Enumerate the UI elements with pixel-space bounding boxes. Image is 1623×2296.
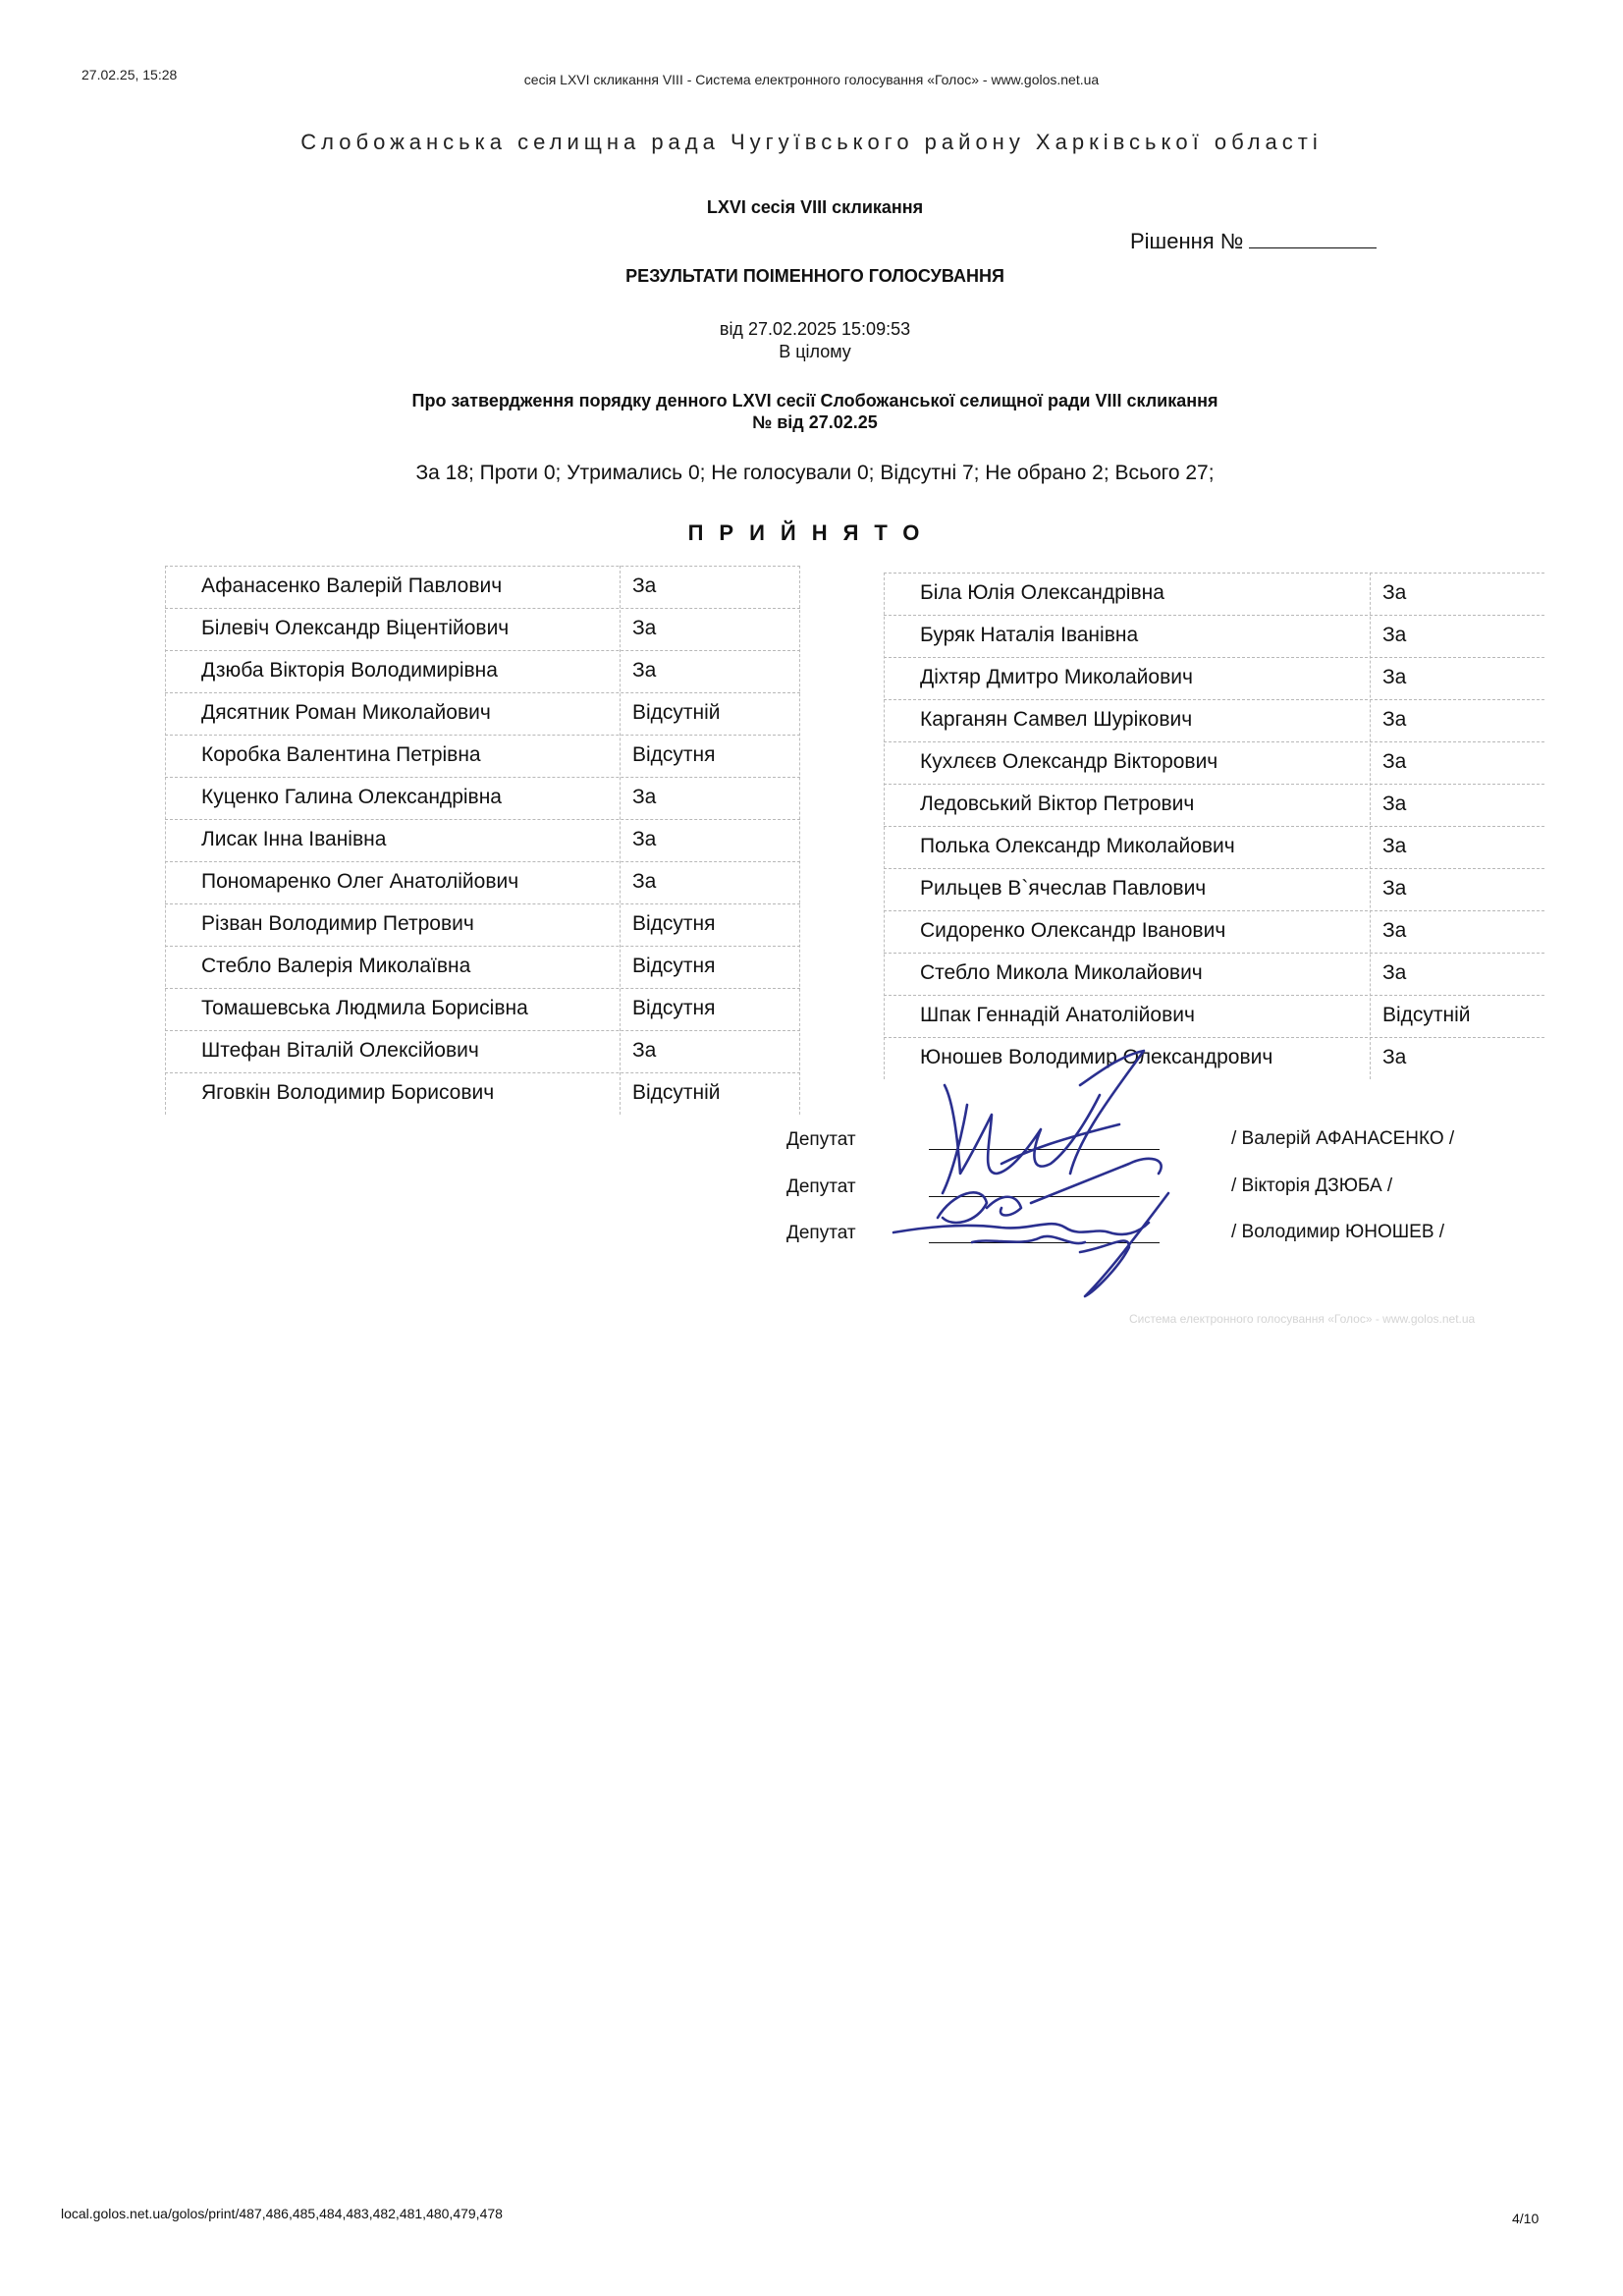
signature-role: Депутат bbox=[786, 1223, 856, 1243]
table-row bbox=[165, 735, 800, 777]
deputy-vote: За bbox=[632, 659, 657, 682]
table-row bbox=[884, 573, 1544, 615]
deputy-name: Діхтяр Дмитро Миколайович bbox=[920, 666, 1193, 688]
signatory-name: / Валерій АФАНАСЕНКО / bbox=[1231, 1128, 1455, 1149]
table-row bbox=[165, 777, 800, 819]
deputy-name: Біла Юлія Олександрівна bbox=[920, 581, 1164, 604]
decision-label: Рішення № bbox=[1130, 229, 1244, 253]
deputy-name: Афанасенко Валерій Павлович bbox=[201, 574, 503, 597]
deputy-name: Коробка Валентина Петрівна bbox=[201, 743, 481, 766]
table-row bbox=[165, 861, 800, 903]
results-title: РЕЗУЛЬТАТИ ПОІМЕННОГО ГОЛОСУВАННЯ bbox=[625, 266, 1004, 286]
deputy-vote: За bbox=[1382, 877, 1407, 900]
table-row bbox=[165, 946, 800, 988]
table-row bbox=[884, 953, 1544, 995]
deputy-vote: Відсутня bbox=[632, 997, 716, 1019]
deputy-name: Яговкін Володимир Борисович bbox=[201, 1081, 495, 1104]
vote-topic: Про затвердження порядку денного LXVI сесії Слобожанської селищної ради VIII скликання bbox=[411, 391, 1218, 410]
deputy-vote: Відсутній bbox=[1382, 1004, 1471, 1026]
deputy-vote: За bbox=[1382, 708, 1407, 731]
table-row bbox=[884, 741, 1544, 784]
deputy-name: Карганян Самвел Шурікович bbox=[920, 708, 1193, 731]
deputy-vote: За bbox=[1382, 919, 1407, 942]
table-row bbox=[884, 995, 1544, 1037]
vote-mode: В цілому bbox=[779, 342, 851, 361]
deputy-name: Ледовський Віктор Петрович bbox=[920, 793, 1195, 815]
deputy-name: Штефан Віталій Олексійович bbox=[201, 1039, 479, 1062]
decision-blank-line bbox=[1249, 228, 1377, 248]
table-row bbox=[165, 692, 800, 735]
page-number: 4/10 bbox=[1512, 2211, 1540, 2226]
deputy-name: Пономаренко Олег Анатолійович bbox=[201, 870, 519, 893]
deputy-vote: Відсутній bbox=[632, 701, 721, 724]
deputy-name: Юношев Володимир Олександрович bbox=[920, 1046, 1273, 1068]
print-url: local.golos.net.ua/golos/print/487,486,485,484,483,482,481,480,479,478 bbox=[61, 2206, 503, 2221]
print-timestamp: 27.02.25, 15:28 bbox=[81, 67, 178, 82]
signatory-name: / Вікторія ДЗЮБА / bbox=[1231, 1175, 1393, 1196]
vote-date: від 27.02.2025 15:09:53 bbox=[719, 319, 911, 339]
deputy-vote: Відсутня bbox=[632, 743, 716, 766]
deputy-name: Лисак Інна Іванівна bbox=[201, 828, 387, 850]
deputy-name: Куценко Галина Олександрівна bbox=[201, 786, 502, 808]
deputy-vote: За bbox=[632, 1039, 657, 1062]
table-row bbox=[165, 1072, 800, 1115]
watermark-text: Система електронного голосування «Голос» - www.golos.net.ua bbox=[1129, 1312, 1476, 1326]
deputy-name: Дясятник Роман Миколайович bbox=[201, 701, 491, 724]
signatory-name: / Володимир ЮНОШЕВ / bbox=[1231, 1222, 1445, 1242]
table-row bbox=[884, 615, 1544, 657]
vote-result: ПРИЙНЯТО bbox=[687, 520, 936, 545]
vote-topic-number: № від 27.02.25 bbox=[752, 412, 878, 432]
deputy-vote: За bbox=[632, 828, 657, 850]
table-row bbox=[884, 699, 1544, 741]
deputy-name: Кухлєєв Олександр Вікторович bbox=[920, 750, 1218, 773]
print-page-title: сесія LXVI скликання VIII - Система електронного голосування «Голос» - www.golos.net.ua bbox=[523, 72, 1100, 87]
deputy-vote: За bbox=[632, 574, 657, 597]
vote-summary: За 18; Проти 0; Утримались 0; Не голосували 0; Відсутні 7; Не обрано 2; Всього 27; bbox=[415, 462, 1215, 484]
deputy-vote: Відсутня bbox=[632, 955, 716, 977]
deputy-name: Томашевська Людмила Борисівна bbox=[201, 997, 528, 1019]
deputy-vote: За bbox=[632, 786, 657, 808]
deputy-name: Білевіч Олександр Віцентійович bbox=[201, 617, 510, 639]
table-row bbox=[165, 988, 800, 1030]
deputy-vote: Відсутній bbox=[632, 1081, 721, 1104]
table-row bbox=[165, 1030, 800, 1072]
deputy-vote: За bbox=[1382, 793, 1407, 815]
deputy-name: Шпак Геннадій Анатолійович bbox=[920, 1004, 1195, 1026]
table-row bbox=[884, 910, 1544, 953]
deputy-vote: За bbox=[1382, 835, 1407, 857]
table-row bbox=[884, 868, 1544, 910]
session-title: LXVI сесія VIII скликання bbox=[706, 197, 924, 217]
deputy-name: Полька Олександр Миколайович bbox=[920, 835, 1235, 857]
deputy-vote: За bbox=[632, 870, 657, 893]
table-row bbox=[165, 819, 800, 861]
decision-number bbox=[1130, 228, 1377, 254]
deputy-vote: За bbox=[632, 617, 657, 639]
deputy-name: Рильцев В`ячеслав Павлович bbox=[920, 877, 1207, 900]
votes-table-left bbox=[165, 566, 800, 1115]
deputy-name: Різван Володимир Петрович bbox=[201, 912, 474, 935]
table-row bbox=[165, 650, 800, 692]
deputy-vote: За bbox=[1382, 961, 1407, 984]
table-row bbox=[884, 784, 1544, 826]
votes-table-right bbox=[884, 573, 1544, 1079]
deputy-vote: За bbox=[1382, 750, 1407, 773]
table-row bbox=[165, 903, 800, 946]
handwritten-signatures bbox=[884, 1046, 1217, 1301]
signature-role: Депутат bbox=[786, 1129, 856, 1150]
council-name: Слобожанська селищна рада Чугуївського району Харківської області bbox=[300, 130, 1323, 154]
deputy-name: Стебло Микола Миколайович bbox=[920, 961, 1203, 984]
deputy-vote: За bbox=[1382, 666, 1407, 688]
deputy-vote: За bbox=[1382, 1046, 1407, 1068]
deputy-vote: За bbox=[1382, 581, 1407, 604]
deputy-name: Буряк Наталія Іванівна bbox=[920, 624, 1139, 646]
table-row bbox=[165, 566, 800, 608]
deputy-vote: За bbox=[1382, 624, 1407, 646]
table-row bbox=[165, 608, 800, 650]
table-row bbox=[884, 657, 1544, 699]
deputy-vote: Відсутня bbox=[632, 912, 716, 935]
deputy-name: Стебло Валерія Миколаївна bbox=[201, 955, 471, 977]
deputy-name: Сидоренко Олександр Іванович bbox=[920, 919, 1226, 942]
deputy-name: Дзюба Вікторія Володимирівна bbox=[201, 659, 498, 682]
signature-role: Депутат bbox=[786, 1176, 856, 1197]
table-row bbox=[884, 826, 1544, 868]
